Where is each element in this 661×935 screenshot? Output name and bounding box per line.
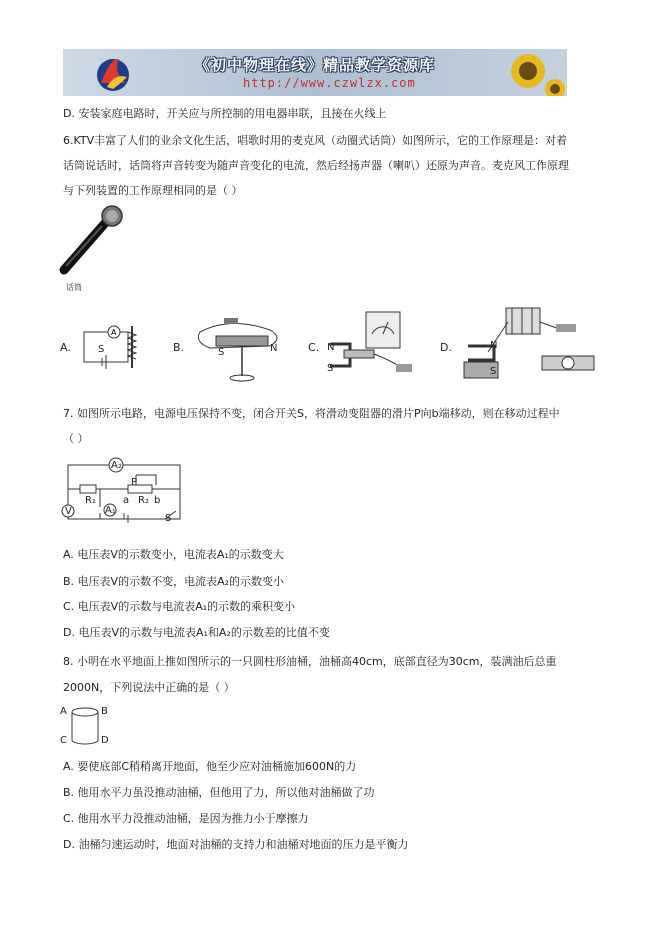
option-b-n-label: N [270, 343, 278, 354]
q6-option-c-label: C. [308, 341, 320, 354]
q6-stem-line-3: 与下列装置的工作原理相同的是（ ） [63, 184, 243, 197]
header-banner [63, 49, 567, 96]
logo-icon [93, 53, 133, 93]
q7-stem-line-2: （ ） [63, 432, 89, 445]
q7-b-end-label: b [154, 495, 161, 506]
drum-corner-b: B [101, 706, 108, 717]
q6-option-a-label: A. [60, 341, 71, 354]
q8-stem-line-1: 8. 小明在水平地面上推如图所示的一只圆柱形油桶，油桶高40cm，底部直径为30cm，装满油后总重 [63, 655, 557, 668]
svg-text:A: A [111, 328, 117, 337]
q7-r2-label: R₂ [138, 495, 149, 506]
option-c-n-label: N [327, 342, 335, 353]
q8-option-d: D. 油桶匀速运动时，地面对油桶的支持力和油桶对地面的压力是平衡力 [63, 838, 409, 851]
q7-ammeter-a1-label: A₁ [105, 505, 116, 516]
q7-option-d: D. 电压表V的示数与电流表A₁和A₂的示数差的比值不变 [63, 626, 330, 639]
sunflower-icon [493, 49, 563, 96]
q7-voltmeter-label: V [65, 506, 72, 517]
option-c-s-label: S [327, 363, 334, 374]
option-c-generator-diagram [320, 310, 420, 380]
q8-option-c: C. 他用水平力没推动油桶，是因为推力小于摩擦力 [63, 812, 309, 825]
q7-option-a: A. 电压表V的示数变小，电流表A₁的示数变大 [63, 548, 284, 561]
q6-stem-line-1: 6.KTV丰富了人们的业余文化生活，唱歌时用的麦克风（动圈式话筒）如图所示，它的工作原理是：对着 [63, 134, 568, 147]
option-a-electromagnet-diagram [80, 322, 146, 370]
drum-corner-c: C [60, 735, 67, 746]
option-a-switch-label: S [98, 344, 105, 355]
option-d-motor-diagram [458, 302, 598, 382]
q6-option-b-label: B. [173, 341, 185, 354]
q8-stem-line-2: 2000N，下列说法中正确的是（ ） [63, 681, 235, 694]
option-d-s-label: S [490, 366, 497, 377]
drum-corner-d: D [101, 735, 109, 746]
q7-option-b: B. 电压表V的示数不变，电流表A₂的示数变小 [63, 575, 284, 588]
q7-ammeter-a2-label: A₂ [111, 460, 122, 471]
banner-url: http://www.czwlzx.com [243, 76, 416, 90]
drum-corner-a: A [60, 706, 67, 717]
q8-option-a: A. 要使底部C稍稍离开地面，他至少应对油桶施加600N的力 [63, 760, 357, 773]
microphone-caption: 话筒 [66, 283, 82, 292]
q7-slider-p-label: P [131, 477, 138, 488]
q7-a-end-label: a [123, 495, 130, 506]
q6-stem-line-2: 话筒说话时，话筒将声音转变为随声音变化的电流，然后经扬声器（喇叭）还原为声音。麦克风工作原理 [63, 159, 569, 172]
q7-switch-label: S [165, 513, 172, 524]
banner-title: 《初中物理在线》精品教学资源库 [195, 56, 436, 74]
q7-r1-label: R₁ [85, 495, 96, 506]
option-b-s-label: S [218, 347, 225, 358]
q5-option-d: D. 安装家庭电路时，开关应与所控制的用电器串联，且接在火线上 [63, 107, 387, 120]
q6-option-d-label: D. [440, 341, 452, 354]
q8-option-b: B. 他用水平力虽没推动油桶，但他用了力，所以他对油桶做了功 [63, 786, 375, 799]
q7-stem-line-1: 7. 如图所示电路，电源电压保持不变，闭合开关S，将滑动变阻器的滑片P向b端移动，则在移动过程中 [63, 407, 560, 420]
q7-option-c: C. 电压表V的示数与电流表A₁的示数的乘积变小 [63, 600, 296, 613]
microphone-image [58, 206, 128, 276]
oil-drum-diagram [69, 706, 103, 750]
option-d-n-label: N [490, 340, 498, 351]
